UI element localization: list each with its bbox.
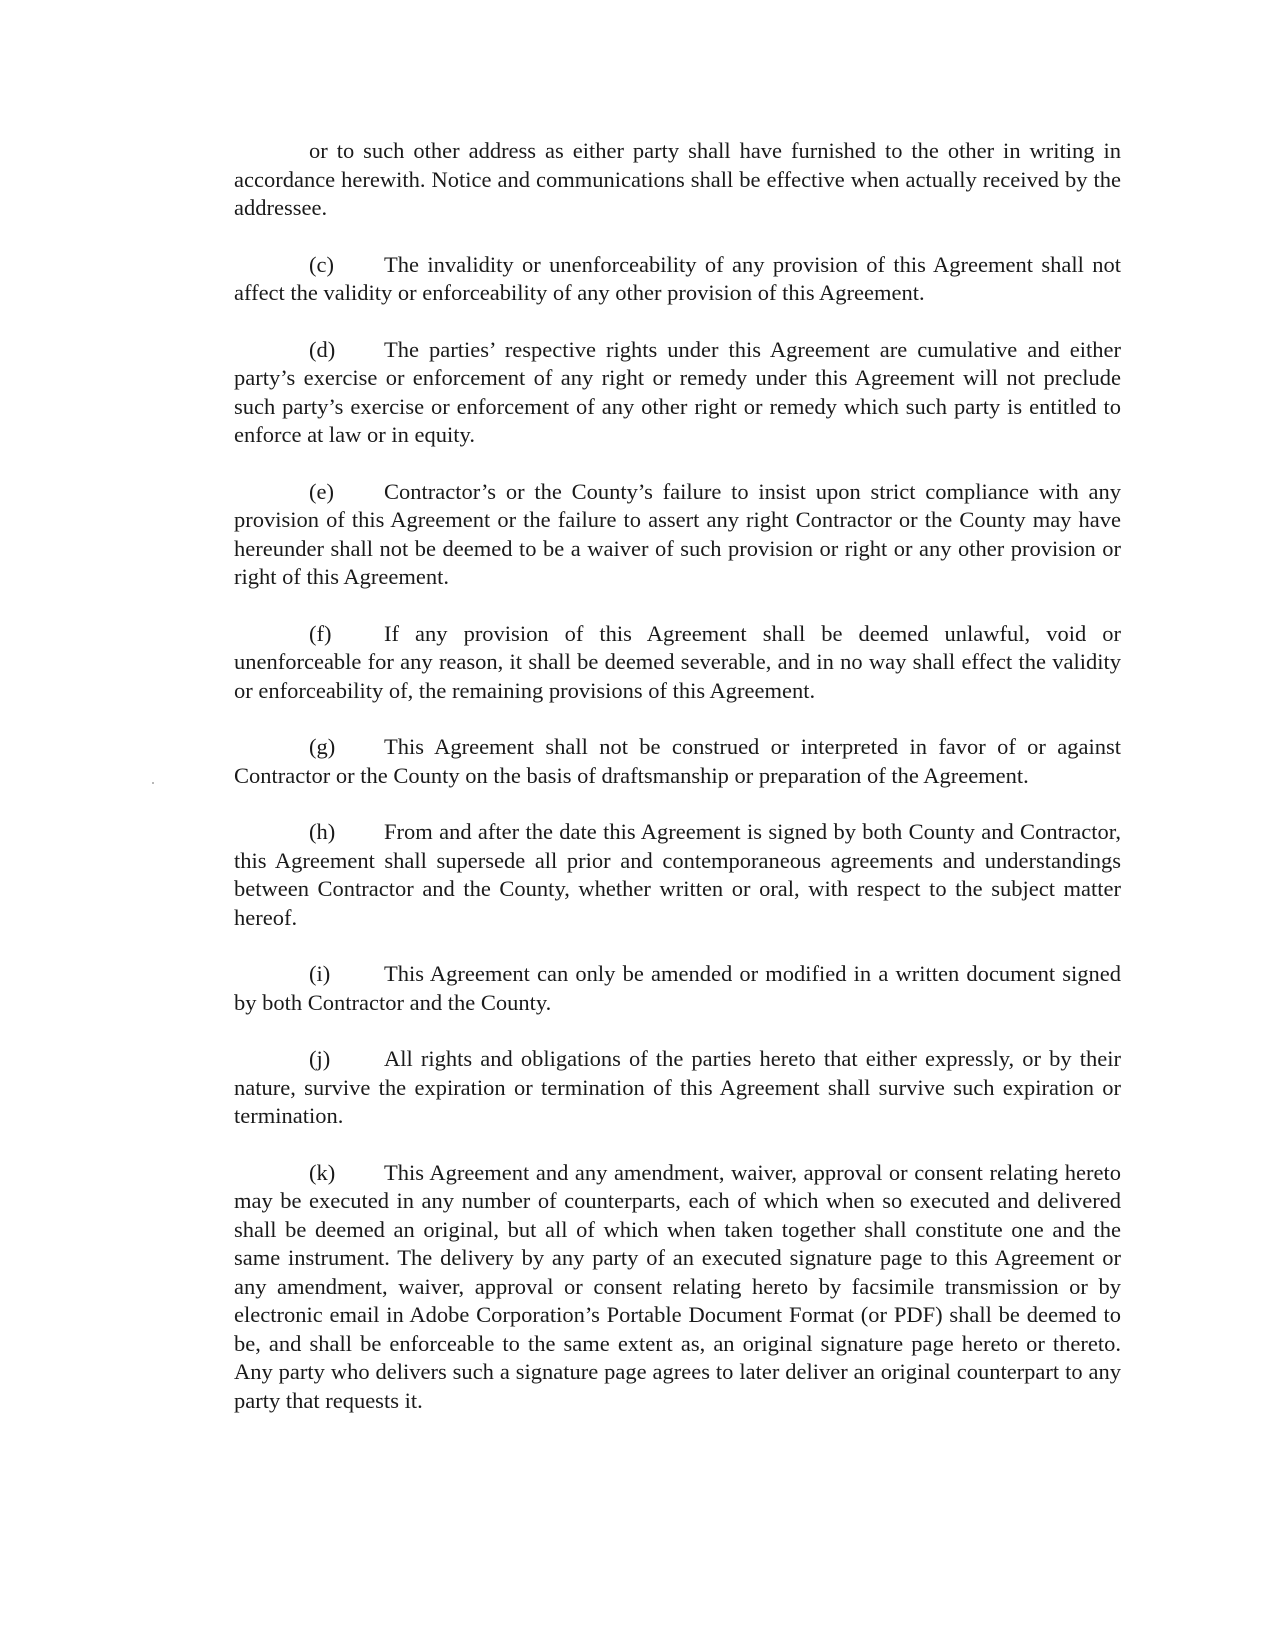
document-body — [234, 137, 1121, 1415]
paragraph-text: From and after the date this Agreement is signed by both County and Contractor, this Agreement shall supersede all prior and contemporaneous agreements and understandings between Contractor and the County, whether written or oral, with respect to the subject matter hereof. — [234, 819, 1121, 930]
paragraph-text: The invalidity or unenforceability of any provision of this Agreement shall not affect the validity or enforceability of any other provision of this Agreement. — [234, 251, 1121, 305]
paragraph-text: Contractor’s or the County’s failure to insist upon strict compliance with any provision of this Agreement or the failure to assert any right Contractor or the County may have hereunder shall not be deemed to be a waiver of such provision or right or any other provision or right of this Agreement. — [234, 478, 1121, 589]
paragraph-label: (g) — [309, 734, 336, 759]
paragraph-label: (f) — [309, 620, 332, 646]
paragraph-text: or to such other address as either party shall have furnished to the other in writing in accordance herewith. Notice and communications shall be effective when actually received by the addressee. — [234, 138, 1121, 220]
paragraph-k — [234, 1159, 1121, 1416]
paragraph-c — [234, 251, 1121, 308]
paragraph-text: This Agreement shall not be construed or interpreted in favor of or against Contractor or the County on the basis of draftsmanship or preparation of the Agreement. — [234, 734, 1121, 788]
paragraph-text: This Agreement can only be amended or modified in a written document signed by both Contractor and the County. — [234, 961, 1121, 1015]
paragraph-label: (k) — [309, 1159, 336, 1185]
paragraph-text: The parties’ respective rights under this Agreement are cumulative and either party’s exercise or enforcement of any right or remedy under this Agreement will not preclude such party’s exercise or enforcement of any other right or remedy which such party is entitled to enforce at law or in equity. — [234, 336, 1121, 447]
paragraph-text: If any provision of this Agreement shall be deemed unlawful, void or unenforceable for any reason, it shall be deemed severable, and in no way shall effect the validity or enforceability of, the remaining provisions of this Agreement. — [234, 620, 1121, 703]
paragraph-g — [234, 733, 1121, 790]
paragraph-h — [234, 818, 1121, 932]
paragraph-label: (j) — [309, 1046, 331, 1071]
paragraph-f — [234, 620, 1121, 706]
paragraph-text: This Agreement and any amendment, waiver, approval or consent relating hereto may be executed in any number of counterparts, each of which when so executed and delivered shall be deemed an original, but all of which when taken together shall constitute one and the same instrument. The delivery by any party of an executed signature page to this Agreement or any amendment, waiver, approval or consent relating hereto by facsimile transmission or by electronic email in Adobe Corporation’s Portable Document Format (or PDF) shall be deemed to be, and shall be enforceable to the same extent as, an original signature page hereto or thereto. Any party who delivers such a signature page agrees to later deliver an original counterpart to any party that requests it. — [234, 1159, 1121, 1413]
paragraph-label: (e) — [309, 478, 334, 504]
paragraph-label: (h) — [309, 819, 336, 844]
paragraph-i — [234, 960, 1121, 1017]
paragraph-label: (i) — [309, 961, 331, 986]
paragraph-continuation — [234, 137, 1121, 223]
paragraph-j — [234, 1045, 1121, 1131]
scan-speck — [152, 782, 154, 784]
paragraph-label: (d) — [309, 336, 336, 362]
paragraph-text: All rights and obligations of the parties hereto that either expressly, or by their nature, survive the expiration or termination of this Agreement shall survive such expiration or termination. — [234, 1046, 1121, 1128]
paragraph-d — [234, 336, 1121, 450]
paragraph-e — [234, 478, 1121, 592]
paragraph-label: (c) — [309, 251, 334, 277]
